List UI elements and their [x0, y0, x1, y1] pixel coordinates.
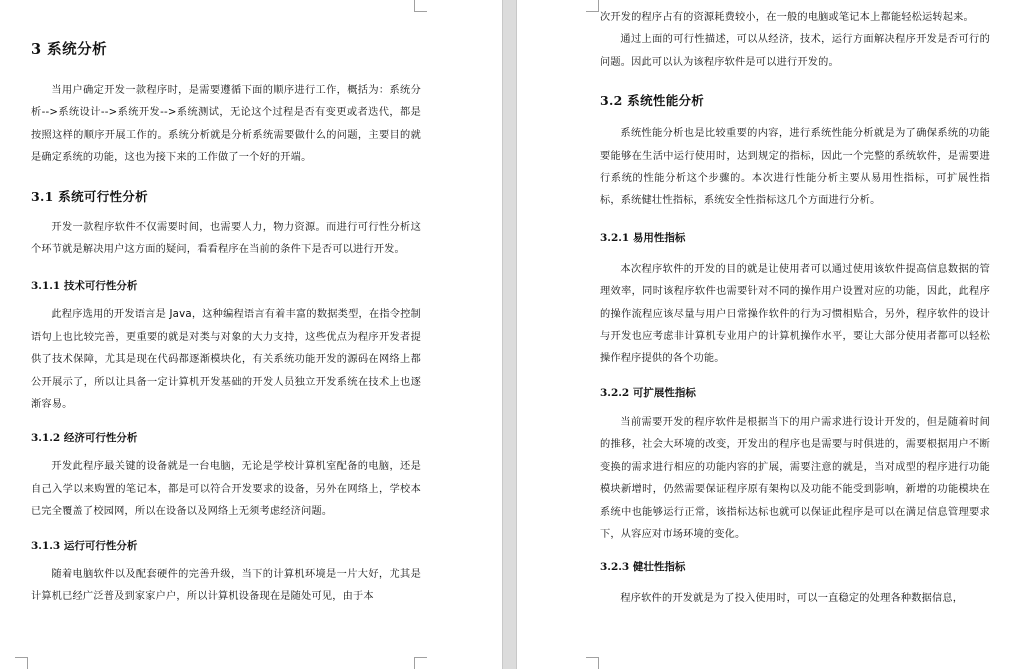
- paragraph: 程序软件的开发就是为了投入使用时，可以一直稳定的处理各种数据信息，: [620, 593, 964, 605]
- subsection-heading: 3.1.1 技术可行性分析: [31, 280, 138, 293]
- paragraph: 随着电脑软件以及配套硬件的完善升级，当下的计算机环境是一片大好，尤其是计算机已经广泛普及到家家户户，所以计算机设备现在是随处可见，由于本: [31, 568, 421, 603]
- paragraph: 此程序选用的开发语言是 Java，这种编程语言有着丰富的数据类型，在指令控制语句上也比较完善，更重要的就是对类与对象的大力支持，这些优点为程序开发者提供了技术保障，尤其是现在代码都逐渐模块化，有关系统功能开发的源码在网络上都公开展示了，所以让具备一定计算机开发基础的开发人员独立开发系统在技术上也逐渐容易。: [31, 309, 421, 411]
- section-heading: 3.2 系统性能分析: [600, 93, 705, 109]
- subsection-heading: 3.1.3 运行可行性分析: [31, 539, 138, 552]
- paragraph: 当用户确定开发一款程序时，是需要遵循下面的顺序进行工作，概括为：系统分析-->系统设计-->系统开发-->系统测试，无论这个过程是否有变更或者迭代，都是按照这样的顺序开展工作的。系统分析就是分析系统需要做什么的问题，主要目的就是确定系统的功能，这也为接下来的工作做了一个好的开端。: [31, 85, 421, 164]
- paragraph: 本次程序软件的开发的目的就是让使用者可以通过使用该软件提高信息数据的管理效率，同时该程序软件也需要针对不同的操作用户设置对应的功能，因此，此程序的操作流程应该尽量与用户日常操作软件的行为习惯相贴合，另外，程序软件的设计与开发也应考虑非计算机专业用户的计算机操作水平，要让大部分使用者都可以轻松操作程序提供的各个功能。: [600, 263, 990, 365]
- page-content: [600, 0, 990, 611]
- page-gap: [502, 0, 517, 669]
- subsection-heading: 3.2.2 可扩展性指标: [600, 386, 696, 399]
- paragraph: 当前需要开发的程序软件是根据当下的用户需求进行设计开发的，但是随着时间的推移，社会大环境的改变，开发出的程序也是需要与时俱进的，需要根据用户不断变换的需求进行相应的功能内容的扩展，需要注意的就是，当对成型的程序进行功能模块新增时，仍然需要保证程序原有架构以及功能不能受到影响，新增的功能模块在系统中也能够运行正常，该指标达标也就可以保证此程序是可以在满足信息管理要求下，从容应对市场环境的变化。: [600, 416, 990, 540]
- paragraph: 系统性能分析也是比较重要的内容，进行系统性能分析就是为了确保系统的功能要能够在生活中运行使用时，达到规定的指标，因此一个完整的系统软件，是需要进行系统的性能分析这个步骤的。本次进行性能分析主要从易用性指标，可扩展性指标，系统健壮性指标，系统安全性指标这几个方面进行分析。: [600, 128, 990, 207]
- page-content: [31, 0, 421, 609]
- chapter-heading: 3 系统分析: [31, 41, 108, 58]
- paragraph: 次开发的程序占有的资源耗费较小，在一般的电脑或笔记本上都能轻松运转起来。: [600, 12, 974, 23]
- paragraph: 开发一款程序软件不仅需要时间，也需要人力，物力资源。而进行可行性分析这个环节就是解决用户这方面的疑问，看看程序在当前的条件下是否可以进行开发。: [31, 221, 421, 256]
- paragraph: 开发此程序最关键的设备就是一台电脑，无论是学校计算机室配备的电脑，还是自己入学以来购置的笔记本，都是可以符合开发要求的设备，另外在网络上，学校本已完全覆盖了校园网，所以在设备以及网络上无须考虑经济问题。: [31, 461, 421, 518]
- corner-mark-top-left: [586, 0, 599, 12]
- section-heading: 3.1 系统可行性分析: [31, 188, 148, 204]
- subsection-heading: 3.2.3 健壮性指标: [600, 561, 686, 574]
- subsection-heading: 3.2.1 易用性指标: [600, 231, 686, 244]
- corner-mark-bottom-left: [15, 657, 28, 669]
- paragraph: 通过上面的可行性描述，可以从经济，技术，运行方面解决程序开发是否可行的问题。因此可以认为该程序软件是可以进行开发的。: [600, 34, 990, 68]
- document-page-right: [517, 0, 1034, 669]
- document-page-left: [0, 0, 502, 669]
- corner-mark-bottom-left: [586, 657, 599, 669]
- corner-mark-bottom-right: [414, 657, 427, 669]
- subsection-heading: 3.1.2 经济可行性分析: [31, 432, 138, 445]
